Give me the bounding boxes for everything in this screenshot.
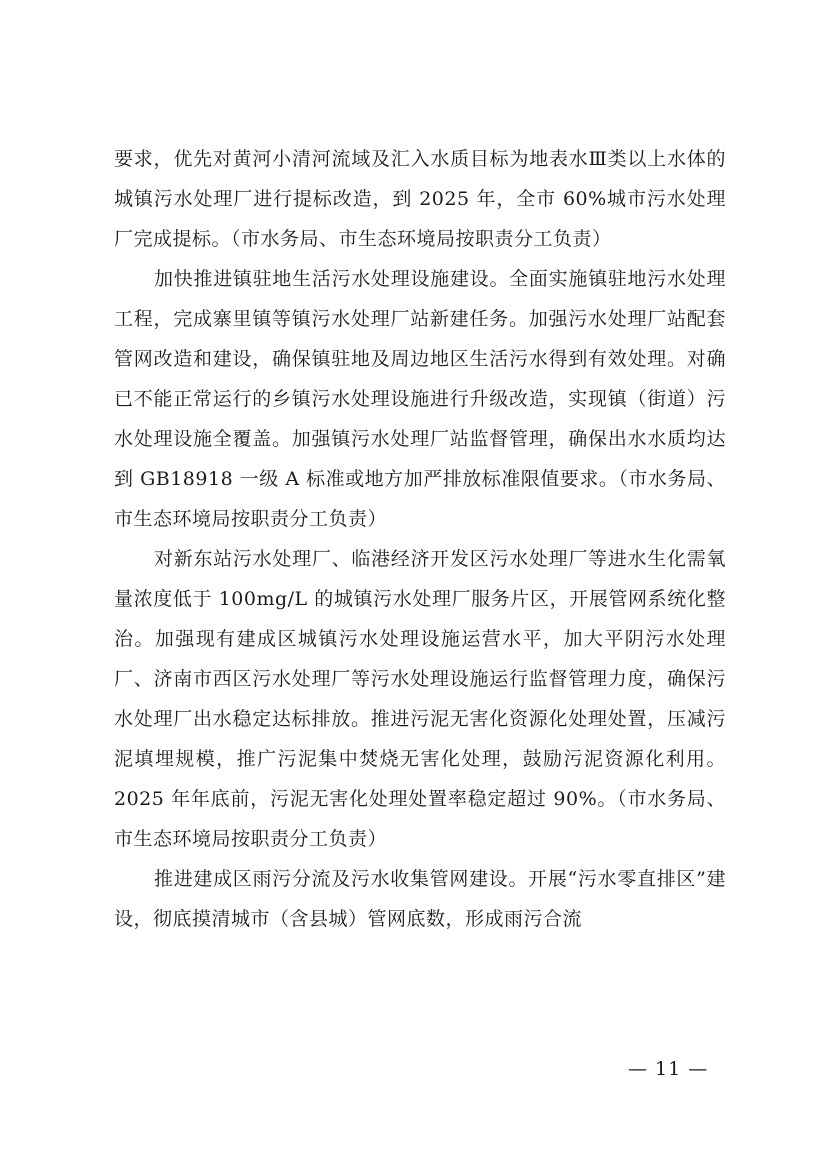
paragraph-3: 对新东站污水处理厂、临港经济开发区污水处理厂等进水生化需氧量浓度低于 100mg/L 的城镇污水处理厂服务片区，开展管网系统化整治。加强现有建成区城镇污水处理设施运营水平，加大平阴污水处理厂、济南市西区污水处理厂等污水处理设施运行监督管理力度，确保污水处理厂出水稳定达标排放。推进污泥无害化资源化处理处置，压减污泥填埋规模，推广污泥集中焚烧无害化处理，鼓励污泥资源化利用。2025 年年底前，污泥无害化处理处置率稳定超过 90%。（市水务局、市生态环境局按职责分工负责）	[114, 548, 726, 850]
paragraph-4: 推进建成区雨污分流及污水收集管网建设。开展“污水零直排区”建设，彻底摸清城市（含县城）管网底数，形成雨污合流	[114, 868, 726, 930]
paragraph-2: 加快推进镇驻地生活污水处理设施建设。全面实施镇驻地污水处理工程，完成寨里镇等镇污水处理厂站新建任务。加强污水处理厂站配套管网改造和建设，确保镇驻地及周边地区生活污水得到有效处理。对确已不能正常运行的乡镇污水处理设施进行升级改造，实现镇（街道）污水处理设施全覆盖。加强镇污水处理厂站监督管理，确保出水水质均达到 GB18918 一级 A 标准或地方加严排放标准限值要求。（市水务局、市生态环境局按职责分工负责）	[114, 268, 726, 530]
page-number: — 11 —	[628, 1058, 709, 1080]
paragraph-1: 要求，优先对黄河小清河流域及汇入水质目标为地表水Ⅲ类以上水体的城镇污水处理厂进行提标改造，到 2025 年，全市 60%城市污水处理厂完成提标。（市水务局、市生态环境局按职责分工负责）	[114, 148, 726, 250]
document-body	[114, 139, 726, 939]
